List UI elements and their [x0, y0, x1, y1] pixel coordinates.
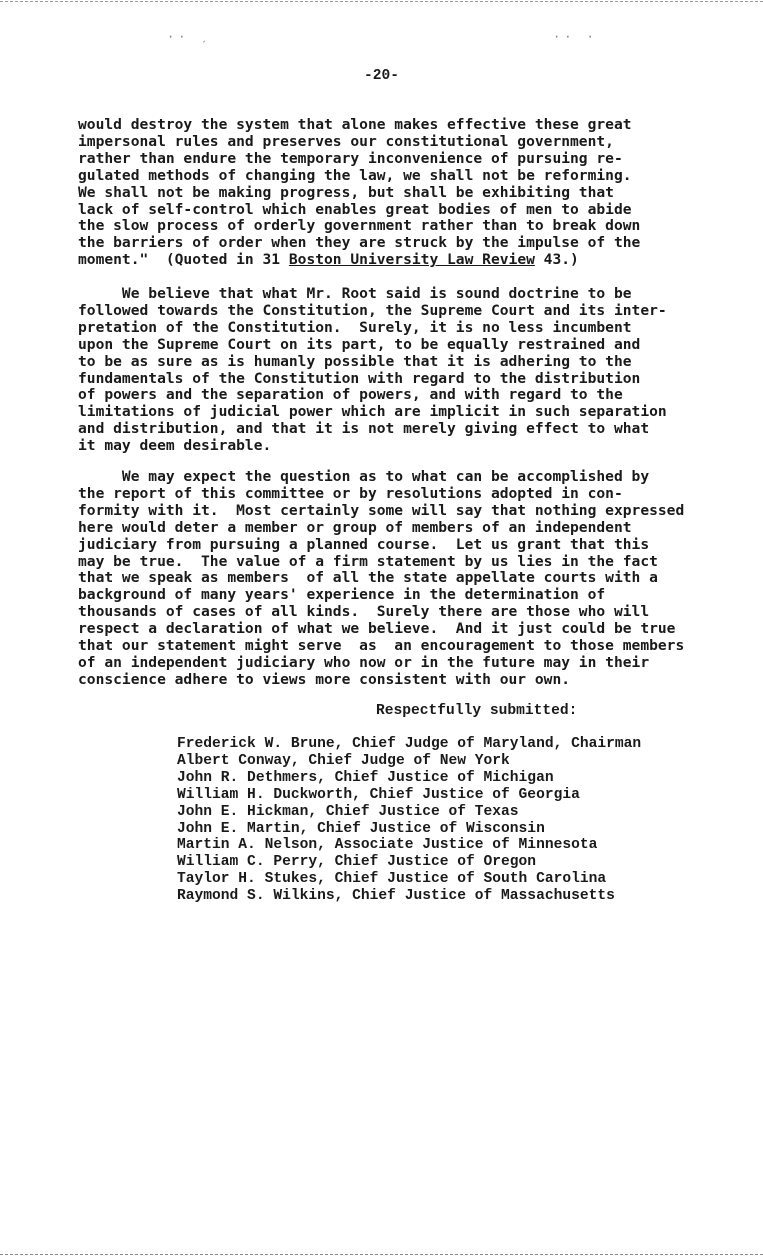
signer: Frederick W. Brune, Chief Judge of Maryland, Chairman [177, 736, 642, 752]
line: We believe that what Mr. Root said is sound doctrine to be [78, 285, 632, 302]
line: the report of this committee or by resolutions adopted in con- [78, 484, 623, 502]
line: formity with it. Most certainly some will say that nothing expressed [78, 501, 685, 519]
signer: Taylor H. Stukes, Chief Justice of South Carolina [177, 871, 607, 888]
line: thousands of cases of all kinds. Surely there are those who will [78, 603, 650, 621]
line: conscience adhere to views more consistent with our own. [78, 670, 571, 688]
line: followed towards the Constitution, the Supreme Court and its inter- [78, 301, 667, 319]
line: would destroy the system that alone makes effective these great [78, 116, 632, 133]
line: judiciary from pursuing a planned course. Let us grant that this [78, 535, 650, 553]
paragraph-2 [78, 286, 718, 455]
signer: William H. Duckworth, Chief Justice of Georgia [177, 786, 580, 803]
citation-title: Boston University Law Review [288, 251, 535, 269]
signer: William C. Perry, Chief Justice of Oregon [177, 854, 537, 871]
closing-text: Respectfully submitted: [376, 703, 578, 719]
line-suffix: 43.) [534, 251, 579, 269]
paragraph-1 [78, 117, 718, 269]
line: limitations of judicial power which are implicit in such separation [78, 403, 667, 421]
line: We shall not be making progress, but shall be exhibiting that [78, 183, 614, 201]
signer: John R. Dethmers, Chief Justice of Michigan [177, 769, 554, 786]
signer: Albert Conway, Chief Judge of New York [177, 752, 510, 769]
line: and distribution, and that it is not merely giving effect to what [78, 420, 650, 438]
scan-speck: ·· ˏ [167, 30, 212, 44]
line: gulated methods of changing the law, we shall not be reforming. [78, 166, 632, 184]
signature-list [177, 736, 641, 905]
line: here would deter a member or group of members of an independent [78, 518, 632, 536]
line: pretation of the Constitution. Surely, it is no less incumbent [78, 318, 632, 336]
line: upon the Supreme Court on its part, to be equally restrained and [78, 335, 641, 353]
line: the slow process of orderly government rather than to break down [78, 217, 641, 235]
line: it may deem desirable. [78, 437, 272, 455]
line: that we speak as members of all the state appellate courts with a [78, 569, 658, 587]
line: respect a declaration of what we believe. And it just could be true [78, 620, 676, 638]
page-number: -20- [363, 68, 400, 84]
signer: John E. Hickman, Chief Justice of Texas [177, 803, 519, 820]
line: may be true. The value of a firm statement by us lies in the fact [78, 552, 658, 570]
scan-speck: ·· · [553, 30, 598, 44]
line: background of many years' experience in the determination of [78, 586, 606, 604]
line: lack of self-control which enables great bodies of men to abide [78, 200, 632, 218]
line: impersonal rules and preserves our constitutional government, [78, 132, 614, 150]
line: that our statement might serve as an encouragement to those members [78, 637, 685, 655]
line: fundamentals of the Constitution with regard to the distribution [78, 369, 641, 387]
line: We may expect the question as to what can be accomplished by [78, 468, 650, 485]
paragraph-3 [78, 469, 718, 689]
line: of an independent judiciary who now or in the future may in their [78, 653, 650, 671]
signer: Raymond S. Wilkins, Chief Justice of Massachusetts [177, 888, 615, 905]
page-bottom-edge [0, 1254, 763, 1255]
page-top-edge [0, 1, 763, 2]
line: the barriers of order when they are struck by the impulse of the [78, 234, 641, 252]
line: to be as sure as is humanly possible that it is adhering to the [78, 352, 632, 370]
line: of powers and the separation of powers, and with regard to the [78, 386, 623, 404]
line-prefix: moment." (Quoted in 31 [78, 251, 289, 269]
line: rather than endure the temporary inconvenience of pursuing re- [78, 149, 623, 167]
signer: John E. Martin, Chief Justice of Wisconsin [177, 820, 545, 837]
signer: Martin A. Nelson, Associate Justice of Minnesota [177, 837, 598, 854]
